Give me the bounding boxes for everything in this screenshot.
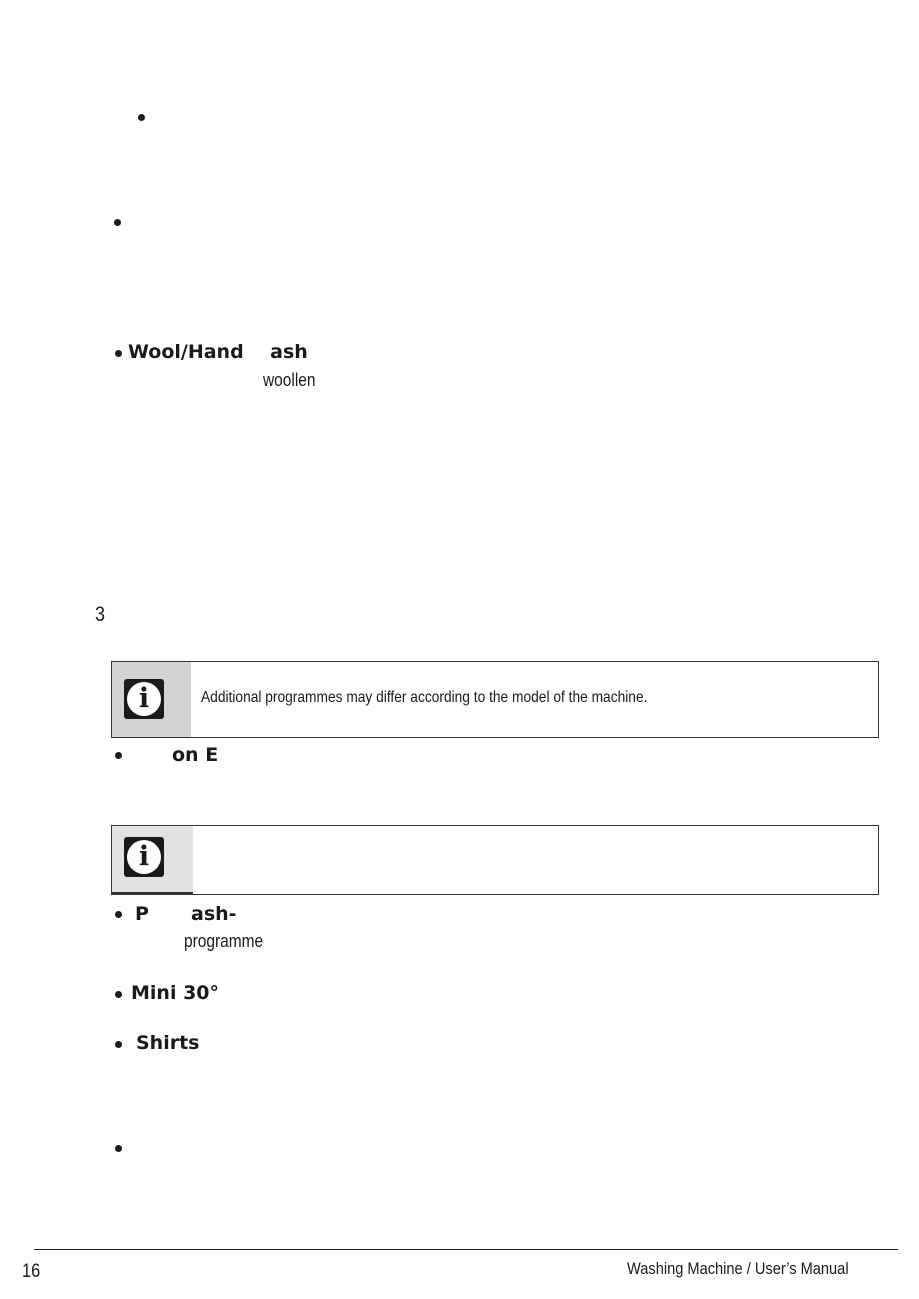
bullet-marker [115, 1145, 122, 1152]
bullet-marker [114, 219, 121, 226]
bullet-marker [115, 911, 122, 918]
programme-title: P [135, 903, 149, 925]
info-icon: i [124, 679, 164, 719]
bullet-marker [115, 752, 122, 759]
programme-description: programme [184, 931, 264, 951]
footer-rule [34, 1249, 898, 1250]
info-note-box [111, 825, 879, 895]
bullet-marker [115, 1041, 122, 1048]
section-number: 3 [95, 603, 106, 626]
programme-title: ash- [191, 903, 237, 925]
wool-programme-description: woollen [263, 370, 316, 390]
manual-title: Washing Machine / User’s Manual [627, 1259, 849, 1278]
info-note-box [111, 661, 879, 738]
shirts-programme-title: Shirts [136, 1032, 200, 1054]
page-number: 16 [22, 1261, 41, 1282]
info-icon: i [124, 837, 164, 877]
bullet-marker [115, 350, 122, 357]
wool-programme-title: Wool/Hand ash [128, 341, 308, 363]
note-text: Additional programmes may differ according to the model of the machine. [201, 689, 648, 706]
mini-programme-title: Mini 30° [131, 982, 220, 1004]
bullet-marker [115, 991, 122, 998]
bullet-marker [138, 114, 145, 121]
programme-title: on E [172, 744, 219, 766]
